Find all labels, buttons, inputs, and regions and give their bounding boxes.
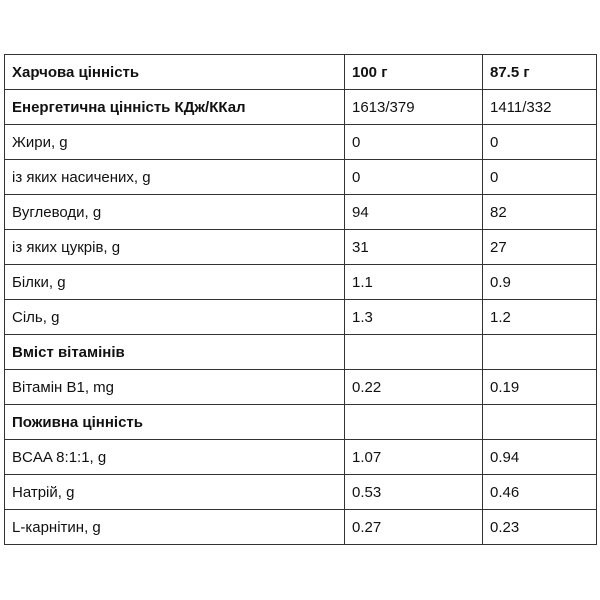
table-header-row — [5, 55, 597, 90]
row-100g-cell: 0.27 — [345, 510, 483, 545]
section-label-cell: Вміст вітамінів — [5, 335, 345, 370]
table-row — [5, 160, 597, 195]
row-serving-cell: 1411/332 — [483, 90, 597, 125]
table-row — [5, 230, 597, 265]
row-label-cell: із яких насичених, g — [5, 160, 345, 195]
table-row — [5, 475, 597, 510]
row-100g-cell: 1613/379 — [345, 90, 483, 125]
row-serving-cell: 0.46 — [483, 475, 597, 510]
row-100g-cell — [345, 335, 483, 370]
row-100g-cell — [345, 405, 483, 440]
table-section-row — [5, 335, 597, 370]
table-row — [5, 300, 597, 335]
row-label-cell: Вуглеводи, g — [5, 195, 345, 230]
table-row — [5, 125, 597, 160]
row-label-cell: із яких цукрів, g — [5, 230, 345, 265]
row-label-cell: L-карнітин, g — [5, 510, 345, 545]
row-100g-cell: 94 — [345, 195, 483, 230]
row-serving-cell: 0 — [483, 160, 597, 195]
row-100g-cell: 0.53 — [345, 475, 483, 510]
row-label-cell: Білки, g — [5, 265, 345, 300]
section-label-cell: Поживна цінність — [5, 405, 345, 440]
row-serving-cell: 0.23 — [483, 510, 597, 545]
row-serving-cell: 0.94 — [483, 440, 597, 475]
row-label-cell: Жири, g — [5, 125, 345, 160]
row-100g-cell: 31 — [345, 230, 483, 265]
row-100g-cell: 1.1 — [345, 265, 483, 300]
table-row — [5, 510, 597, 545]
row-100g-cell: 0 — [345, 160, 483, 195]
row-label-cell: Вітамін В1, mg — [5, 370, 345, 405]
row-serving-cell: 1.2 — [483, 300, 597, 335]
table-row — [5, 195, 597, 230]
row-100g-cell: 1.3 — [345, 300, 483, 335]
row-serving-cell — [483, 335, 597, 370]
row-100g-cell: 0.22 — [345, 370, 483, 405]
row-100g-cell: 1.07 — [345, 440, 483, 475]
row-label-cell: BCAA 8:1:1, g — [5, 440, 345, 475]
table-row — [5, 265, 597, 300]
header-100g-cell: 100 г — [345, 55, 483, 90]
row-serving-cell: 0.19 — [483, 370, 597, 405]
row-100g-cell: 0 — [345, 125, 483, 160]
table-row — [5, 370, 597, 405]
table-row — [5, 440, 597, 475]
row-serving-cell: 27 — [483, 230, 597, 265]
header-label-cell: Харчова цінність — [5, 55, 345, 90]
row-serving-cell: 0 — [483, 125, 597, 160]
row-label-cell: Натрій, g — [5, 475, 345, 510]
table-row — [5, 90, 597, 125]
nutrition-facts-table — [4, 54, 597, 545]
table-section-row — [5, 405, 597, 440]
header-serving-cell: 87.5 г — [483, 55, 597, 90]
row-label-cell: Сіль, g — [5, 300, 345, 335]
row-serving-cell: 0.9 — [483, 265, 597, 300]
row-serving-cell: 82 — [483, 195, 597, 230]
row-serving-cell — [483, 405, 597, 440]
row-label-cell: Енергетична цінність КДж/ККал — [5, 90, 345, 125]
